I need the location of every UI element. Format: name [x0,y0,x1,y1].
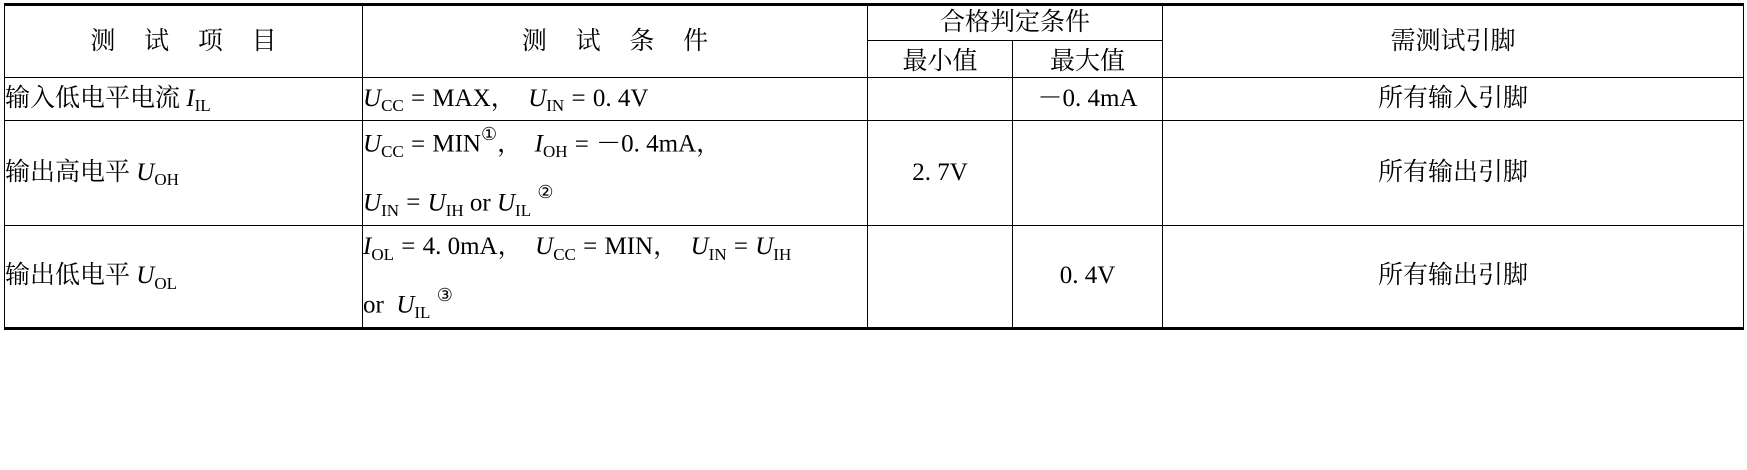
cell-min-value: 2. 7V [868,121,1013,226]
item-label-0: 输入低电平电流 [5,84,181,112]
cell-pins: 所有输入引脚 [1163,77,1744,121]
header-test-item: 测 试 项 目 [5,5,363,78]
header-pass-criteria: 合格判定条件 [868,5,1163,41]
item-label-2: 输出低电平 [5,262,131,290]
cell-test-condition: $I_{OL} = 4$. 0mA， $U_{CC}$ = MIN， $U_{IN} = U_{IH}$ or $U_{IL}$ ③ [363,225,868,328]
spec-table [4,3,1744,330]
cell-max-value: 0. 4V [1013,225,1163,328]
item-sub-0: IL [194,96,211,116]
header-test-condition: 测 试 条 件 [363,5,868,78]
cell-test-condition: $U_{CC} = MIN^①$， $I_{OH} = -0$. 4mA， $U_{IN} = U_{IH}$ or $U_{IL}$ ② [363,121,868,226]
item-sub-1: OH [154,170,179,190]
item-label-1: 输出高电平 [5,158,131,186]
cell-max-value [1013,121,1163,226]
item-sub-2: OL [154,273,177,293]
cell-pins: 所有输出引脚 [1163,225,1744,328]
header-pins-to-test: 需测试引脚 [1163,5,1744,78]
table-row [5,77,1744,121]
item-symbol-2: U [136,262,155,290]
cell-test-condition: $U_{CC}$ = MAX， $U_{IN} = 0$. 4V [363,77,868,121]
cell-pins: 所有输出引脚 [1163,121,1744,226]
cell-min-value [868,77,1013,121]
table-sheet [0,3,1747,470]
cell-max-value: －0. 4mA [1013,77,1163,121]
cell-test-item [5,121,363,226]
cell-min-value [868,225,1013,328]
item-symbol-1: U [136,158,155,186]
table-header-row-1 [5,5,1744,41]
cell-test-item [5,77,363,121]
item-symbol-0: I [186,84,195,112]
table-row [5,225,1744,328]
header-max-value: 最大值 [1013,40,1163,77]
header-min-value: 最小值 [868,40,1013,77]
cell-test-item [5,225,363,328]
table-row [5,121,1744,226]
